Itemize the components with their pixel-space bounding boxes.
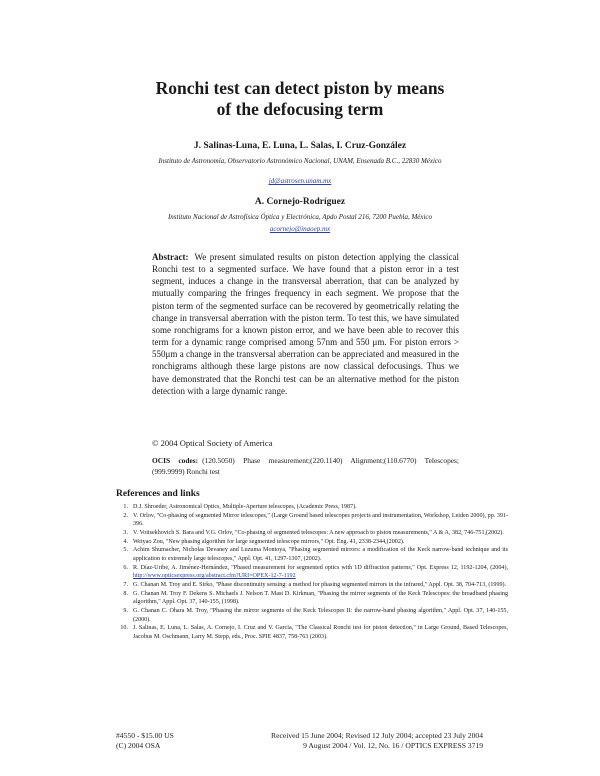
- reference-item: [116, 503, 508, 512]
- reference-number: 7.: [123, 581, 128, 588]
- journal-issue: 9 August 2004 / Vol. 12, No. 16 / OPTICS EXPRESS 3719: [303, 741, 483, 750]
- reference-text: J. Salinas, E. Luna, L. Salas, A. Cornejo, I. Cruz and V. Garcia, "The Classical Ronchi test for piston detection," in Large Ground, Based Telescopes, Jacobus M. Oschmann, Larry M. Stepp, eds., Proc. SPIE 4837, 758-763 (2003).: [133, 625, 508, 640]
- reference-link[interactable]: http://www.opticsexpress.org/abstract.cfm?URI=OPEX-12-7-1192: [133, 573, 296, 580]
- ocis-text: (120.5050) Phase measurement;(220.1140) Alignment;(110.6770) Telescopes;(999.9999) Ronchi test: [152, 456, 459, 476]
- reference-text: R. Díaz-Uribe, A. Jiménez-Hernández, "Phased measurement for segmented optics with 1D diffraction patterns," Opt. Express 12, 1192-1204, (2004),: [133, 564, 508, 571]
- reference-text: V. Orlov, "Co-phasing of segmented Mirror telescopes," (Large Ground based telescopes projects and instrumentation, Workshop, Leiden 2000), pp. 391-396.: [133, 512, 508, 528]
- title-line-2: of the defocusing term: [216, 99, 384, 119]
- affiliation-primary: Instituto de Astronomía, Observatorio Astronómico Nacional, UNAM, Ensenada B.C., 22830 México: [158, 157, 442, 165]
- catalog-price: #4550 - $15.00 US: [116, 731, 174, 740]
- reference-item: [116, 607, 508, 624]
- reference-text: D.J. Shroeder, Astronomical Optics, Multiple-Aperture telescopes, (Academic Press, 1987).: [133, 504, 357, 510]
- reference-item: [116, 624, 508, 641]
- authors-secondary: A. Cornejo-Rodríguez: [254, 197, 346, 207]
- reference-number: 6.: [123, 564, 128, 571]
- reference-text: V. Voitsekhovich S. Bara and V.G. Orlov, "Co-phasing of segmented telescopes: A new approach to piston measurements," A & A, 382, 746-751,(2002).: [133, 529, 504, 536]
- copyright-notice: © 2004 Optical Society of America: [152, 438, 273, 448]
- footer-left: [116, 731, 174, 751]
- footer-right: [240, 731, 483, 751]
- reference-item: [116, 564, 508, 581]
- reference-item: [116, 512, 508, 529]
- reference-number: 5.: [123, 547, 128, 554]
- reference-text: G. Chanan M. Troy and E. Sirko, "Phase discontinuity sensing: a method for phasing segmented mirrors in the infrared," Appl. Opt. 38, 704-713, (1999).: [133, 581, 507, 588]
- reference-item: [116, 546, 508, 563]
- reference-text: Achim Shumacher, Nicholas Devaney and Luzuma Montoya, "Phasing segmented mirrors: a modification of the Keck narrow-band technique and its application to extremely large telescopes," Appl. Opt. 41, 1297-1307, (2002).: [133, 547, 508, 562]
- paper-title: [60, 78, 540, 120]
- reference-number: 4.: [123, 538, 128, 545]
- abstract-text: We present simulated results on piston detection applying the classical Ronchi test to a segmented surface. We have found that a piston error in a test segment, induces a change in the transversal aberration, that can be analyzed by mutually comparing the fringes frequency in each segment. We propose that the piston term of the segmented surface can be recovered by geometrically relating the change in transversal aberration with the piston term. To test this, we have simulated some ronchigrams for a known piston error, and we have been able to recover this term for a dynamic range comprised among 57nm and 550 μm. For piston errors > 550μm a change in the transversal aberration can be appreciated and measured in the ronchigrams although these large pistons are now classical defocusings. Thus we have demonstrated that the Ronchi test can be an alternative method for the piston detection with a large dynamic range.: [152, 252, 459, 396]
- reference-number: 8.: [123, 590, 128, 597]
- ocis-label: OCIS codes:: [152, 456, 199, 465]
- references-heading: References and links: [116, 489, 200, 499]
- reference-text: G. Chanan C. Ohara M. Troy, "Phasing the mirror segments of the Keck Telescopes II: the narrow-band phasing algorithm," Appl. Opt. 37, 140-155, (2000).: [133, 607, 508, 623]
- abstract: [152, 251, 459, 397]
- reference-text: Weiyao Zou, "New phasing algorithm for large segmented telescope mirrors," Opt. Eng. 41, 2338-2344,(2002).: [133, 538, 405, 545]
- reference-item: [116, 529, 508, 538]
- title-line-1: Ronchi test can detect piston by means: [155, 78, 445, 98]
- reference-item: [116, 538, 508, 547]
- email-link-secondary[interactable]: acornejo@inaoep.mx: [269, 225, 331, 233]
- reference-item: [116, 590, 508, 607]
- email-link-primary[interactable]: jd@astrosen.unam.mx: [268, 177, 332, 185]
- received-dates: Received 15 June 2004; Revised 12 July 2004; accepted 23 July 2004: [271, 731, 483, 740]
- references-list: [116, 503, 508, 642]
- reference-number: 10.: [120, 625, 128, 632]
- reference-number: 1.: [123, 504, 128, 510]
- reference-text: G. Chanan M. Troy F. Dekens S. Michaels J. Nelson T. Mast D. Kirkman, "Phasing the mirror segments of the Keck Telescopes: the broadband phasing algorithm," Appl. Opt. 37, 140-155, (1998).: [133, 590, 508, 606]
- osa-copyright: (C) 2004 OSA: [116, 741, 161, 750]
- abstract-label: Abstract:: [152, 252, 189, 262]
- reference-number: 2.: [123, 512, 128, 519]
- reference-number: 9.: [123, 607, 128, 614]
- authors-primary: J. Salinas-Luna, E. Luna, L. Salas, I. Cruz-González: [193, 141, 407, 151]
- affiliation-secondary: Instituto Nacional de Astrofísica Óptica y Electrónica, Apdo Postal 216, 7200 Puebla, México: [167, 213, 433, 221]
- reference-number: 3.: [123, 529, 128, 536]
- ocis-codes: [152, 455, 459, 477]
- reference-item: [116, 581, 508, 590]
